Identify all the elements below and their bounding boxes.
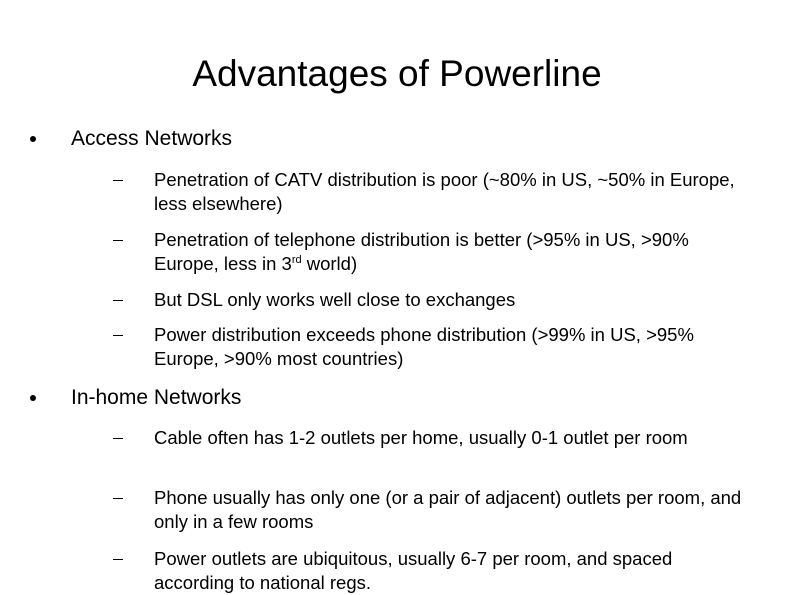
slide-title: Advantages of Powerline: [192, 53, 602, 94]
dash-icon: [113, 559, 123, 560]
sub-bullet-text: But DSL only works well close to exchanges: [154, 289, 516, 310]
bullet-dot-icon: [30, 136, 36, 142]
dash-icon: [113, 335, 123, 336]
sub-bullet-text: Cable often has 1-2 outlets per home, usually 0-1 outlet per room: [154, 427, 688, 448]
bullet-dot-icon: [30, 395, 36, 401]
section-heading: In-home Networks: [71, 386, 242, 409]
sub-bullet-text: Penetration of telephone distribution is better (>95% in US, >90% Europe, less in 3rd world): [154, 229, 689, 274]
dash-icon: [113, 498, 123, 499]
sub-bullet-text: Power distribution exceeds phone distribution (>99% in US, >95% Europe, >90% most countries): [154, 324, 694, 369]
dash-icon: [113, 240, 123, 241]
sub-bullet-text: Power outlets are ubiquitous, usually 6-7 per room, and spaced according to national regs.: [154, 548, 673, 593]
dash-icon: [113, 438, 123, 439]
section-heading: Access Networks: [71, 127, 233, 150]
dash-icon: [113, 300, 123, 301]
dash-icon: [113, 180, 123, 181]
sub-bullet-text: Penetration of CATV distribution is poor (~80% in US, ~50% in Europe, less elsewhere): [154, 169, 735, 214]
sub-bullet-text: Phone usually has only one (or a pair of adjacent) outlets per room, and only in a few rooms: [154, 487, 742, 532]
